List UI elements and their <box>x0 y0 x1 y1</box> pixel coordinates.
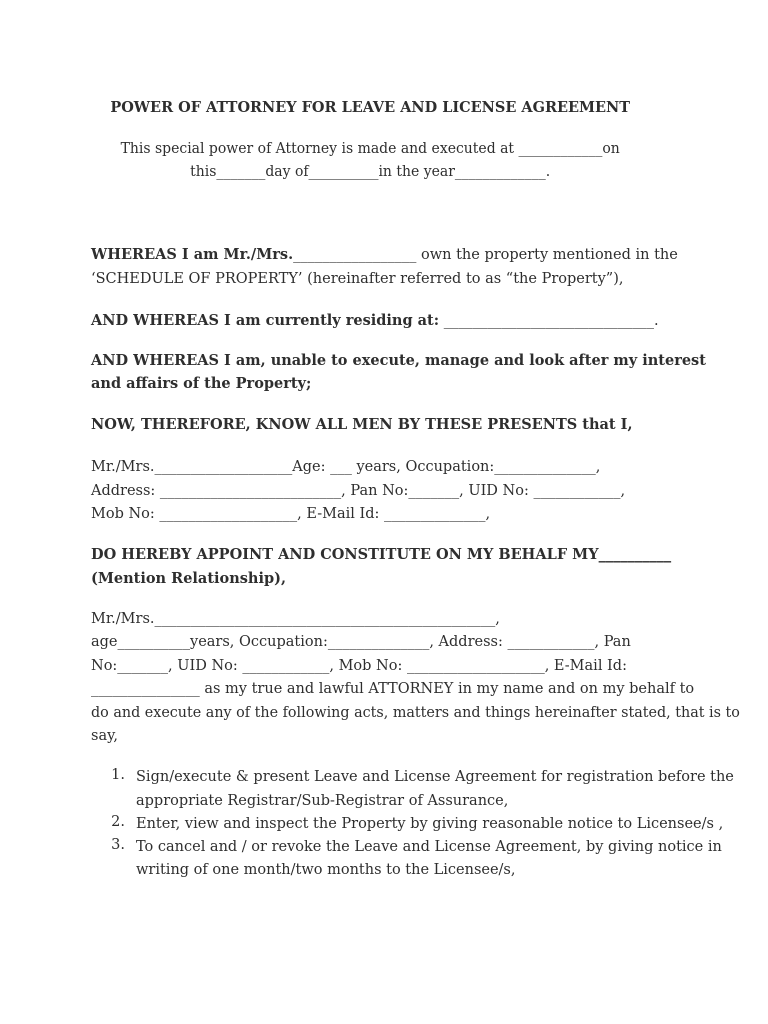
principal-line-2: Address: _________________________, Pan No:_______, UID No: ____________, <box>91 483 626 499</box>
whereas-residing-bold: AND WHEREAS I am currently residing at: <box>91 312 440 329</box>
list-item-1-line-1: Sign/execute & present Leave and License Agreement for registration before the <box>136 769 734 785</box>
whereas-owner-rest: _________________ own the property mentioned in the <box>293 247 678 263</box>
intro-line-2: this_______day of__________in the year_____________. <box>190 164 551 180</box>
list-item-number: 3. <box>111 837 125 853</box>
list-item-number: 2. <box>111 814 125 830</box>
whereas-unable-line-2: and affairs of the Property; <box>91 375 312 392</box>
attorney-line-3: No:_______, UID No: ____________, Mob No: ___________________, E-Mail Id: <box>91 658 627 674</box>
whereas-owner-line-1 <box>91 245 678 265</box>
attorney-line-6: say, <box>91 728 118 744</box>
attorney-line-4: _______________ as my true and lawful ATTORNEY in my name and on my behalf to <box>91 681 695 697</box>
principal-line-1: Mr./Mrs.___________________Age: ___ years, Occupation:______________, <box>91 459 601 475</box>
list-item-3-line-2: writing of one month/two months to the Licensee/s, <box>136 862 516 878</box>
attorney-line-2: age__________years, Occupation:______________, Address: ____________, Pan <box>91 634 631 650</box>
list-item-1-line-2: appropriate Registrar/Sub-Registrar of Assurance, <box>136 793 509 809</box>
whereas-owner-bold: WHEREAS I am Mr./Mrs. <box>91 246 294 263</box>
attorney-line-5: do and execute any of the following acts, matters and things hereinafter stated, that is to <box>91 705 740 721</box>
appoint-line-1: DO HEREBY APPOINT AND CONSTITUTE ON MY BEHALF MY__________ <box>91 546 672 563</box>
list-item-2-line-1: Enter, view and inspect the Property by giving reasonable notice to Licensee/s , <box>136 816 724 832</box>
whereas-unable-line-1: AND WHEREAS I am, unable to execute, manage and look after my interest <box>91 352 706 369</box>
list-item-number: 1. <box>111 767 125 783</box>
intro-line-1: This special power of Attorney is made and executed at ____________on <box>120 141 620 157</box>
document-title: POWER OF ATTORNEY FOR LEAVE AND LICENSE AGREEMENT <box>110 98 631 116</box>
whereas-owner-line-2: ‘SCHEDULE OF PROPERTY’ (hereinafter referred to as “the Property”), <box>91 271 624 287</box>
principal-line-3: Mob No: ___________________, E-Mail Id: ______________, <box>91 506 491 522</box>
whereas-residing-rest: _____________________________. <box>439 313 659 329</box>
whereas-residing <box>91 311 659 331</box>
appoint-line-2: (Mention Relationship), <box>91 570 287 587</box>
list-item-3-line-1: To cancel and / or revoke the Leave and License Agreement, by giving notice in <box>136 839 722 855</box>
now-therefore-heading: NOW, THEREFORE, KNOW ALL MEN BY THESE PRESENTS that I, <box>91 416 633 433</box>
attorney-line-1: Mr./Mrs._______________________________________________, <box>91 611 500 627</box>
